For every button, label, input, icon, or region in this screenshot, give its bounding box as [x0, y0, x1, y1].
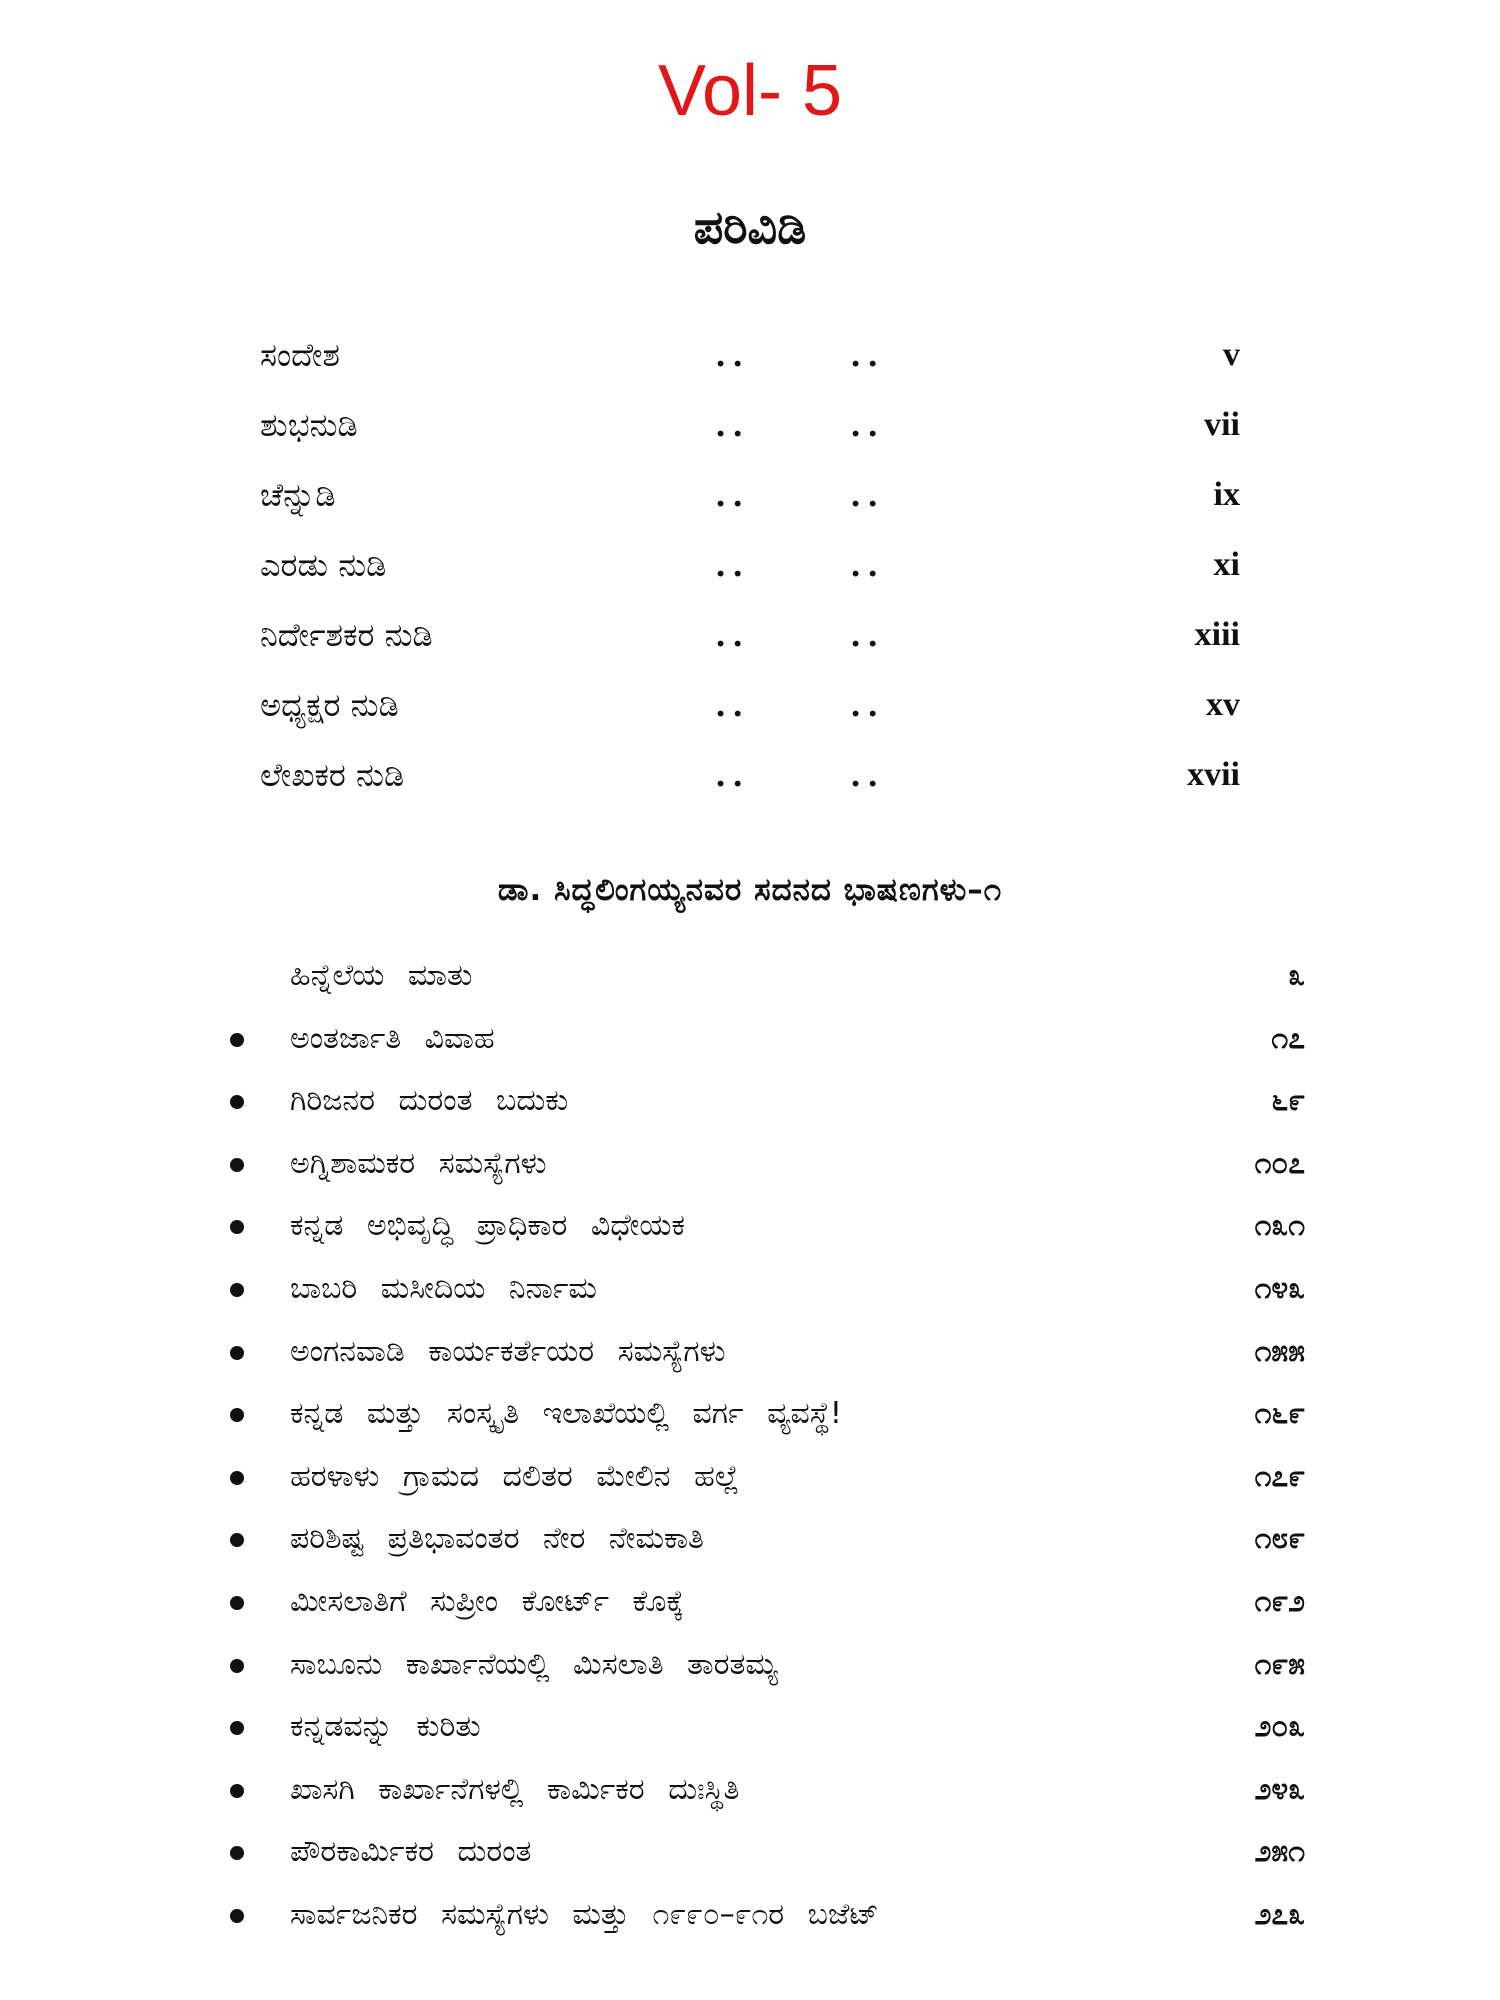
chapter-page-number: ೨೭೩: [1254, 1896, 1305, 1932]
leader-dots: ..: [715, 756, 750, 794]
front-matter-page: xv: [1206, 686, 1240, 723]
chapter-row: [225, 1008, 1305, 1071]
leader-dots: ..: [850, 756, 885, 794]
section-heading: ಡಾ. ಸಿದ್ಧಲಿಂಗಯ್ಯನವರ ಸದನದ ಭಾಷಣಗಳು–೧: [497, 872, 1003, 908]
chapter-title: ಗಿರಿಜನರ ದುರಂತ ಬದುಕು: [290, 1083, 569, 1119]
chapter-page-number: ೩: [1288, 958, 1305, 993]
chapter-row: [225, 1821, 1305, 1884]
chapter-row: [225, 1321, 1305, 1384]
front-matter-label: ಶುಭನುಡಿ: [260, 406, 358, 444]
front-matter-page: vii: [1204, 406, 1240, 443]
chapter-page-number: ೧೭೯: [1254, 1458, 1305, 1494]
bullet-icon: [230, 1471, 244, 1485]
chapter-row: [225, 1634, 1305, 1697]
leader-dots: ..: [715, 616, 750, 654]
chapter-row: [225, 1195, 1305, 1258]
front-matter-row: [260, 530, 1260, 600]
front-matter-page: xvii: [1187, 756, 1240, 793]
bullet-icon: [230, 1721, 244, 1735]
front-matter-page: v: [1223, 336, 1240, 373]
page-title: ಪರಿವಿಡಿ: [693, 200, 807, 254]
leader-dots: ..: [715, 406, 750, 444]
chapter-row: [225, 1446, 1305, 1509]
bullet-icon: [230, 1659, 244, 1673]
bullet-icon: [230, 1283, 244, 1297]
chapter-page-number: ೨೪೩: [1254, 1771, 1305, 1807]
chapter-title: ಕನ್ನಡ ಅಭಿವೃದ್ಧಿ ಪ್ರಾಧಿಕಾರ ವಿಧೇಯಕ: [290, 1208, 686, 1244]
bullet-icon: [230, 1346, 244, 1360]
chapter-page-number: ೧೭: [1271, 1020, 1305, 1056]
front-matter-label: ಅಧ್ಯಕ್ಷರ ನುಡಿ: [260, 686, 399, 724]
bullet-icon: [230, 1158, 244, 1172]
chapter-page-number: ೨೦೩: [1254, 1709, 1305, 1745]
chapter-title: ಪರಿಶಿಷ್ಟ ಪ್ರತಿಭಾವಂತರ ನೇರ ನೇಮಕಾತಿ: [290, 1521, 704, 1557]
front-matter-row: [260, 460, 1260, 530]
chapter-row: [225, 1133, 1305, 1196]
bullet-icon: [230, 1846, 244, 1860]
chapter-list: [225, 945, 1305, 1947]
chapter-title: ಮೀಸಲಾತಿಗೆ ಸುಪ್ರೀಂ ಕೋರ್ಟ್ ಕೊಕ್ಕೆ: [290, 1583, 684, 1619]
front-matter-page: xi: [1213, 546, 1240, 583]
leader-dots: ..: [850, 546, 885, 584]
chapter-row: [225, 945, 1305, 1008]
bullet-icon: [230, 1596, 244, 1610]
chapter-title: ಅಗ್ನಿಶಾಮಕರ ಸಮಸ್ಯೆಗಳು: [290, 1145, 547, 1181]
front-matter-label: ಸಂದೇಶ: [260, 336, 340, 374]
leader-dots: ..: [715, 686, 750, 724]
front-matter-label: ಎರಡು ನುಡಿ: [260, 546, 387, 584]
volume-label: Vol- 5: [657, 51, 843, 131]
front-matter-row: [260, 390, 1260, 460]
bullet-icon: [230, 1784, 244, 1798]
chapter-page-number: ೧೦೭: [1254, 1145, 1305, 1181]
chapter-title: ಸಾಬೂನು ಕಾರ್ಖಾನೆಯಲ್ಲಿ ಮಿಸಲಾತಿ ತಾರತಮ್ಯ: [290, 1646, 779, 1682]
chapter-row: [225, 1070, 1305, 1133]
front-matter-row: [260, 320, 1260, 390]
front-matter-row: [260, 740, 1260, 810]
chapter-page-number: ೧೬೯: [1254, 1396, 1305, 1432]
chapter-row: [225, 1571, 1305, 1634]
chapter-page-number: ೧೪೩: [1254, 1270, 1305, 1306]
bullet-icon: [230, 1408, 244, 1422]
front-matter-page: xiii: [1194, 616, 1240, 653]
chapter-page-number: ೧೫೫: [1254, 1333, 1305, 1369]
chapter-row: [225, 1884, 1305, 1947]
front-matter-list: [260, 320, 1260, 810]
bullet-icon: [230, 1033, 244, 1047]
chapter-title: ಕನ್ನಡ ಮತ್ತು ಸಂಸ್ಕೃತಿ ಇಲಾಖೆಯಲ್ಲಿ ವರ್ಗ ವ್ಯವಸ್ಥೆ!: [290, 1396, 842, 1432]
leader-dots: ..: [850, 336, 885, 374]
front-matter-row: [260, 670, 1260, 740]
chapter-title: ಸಾರ್ವಜನಿಕರ ಸಮಸ್ಯೆಗಳು ಮತ್ತು ೧೯೯೦–೯೧ರ ಬಜೆಟ್: [290, 1896, 879, 1932]
chapter-title: ಖಾಸಗಿ ಕಾರ್ಖಾನೆಗಳಲ್ಲಿ ಕಾರ್ಮಿಕರ ದುಃಸ್ಥಿತಿ: [290, 1771, 740, 1807]
bullet-icon: [230, 1220, 244, 1234]
chapter-page-number: ೧೩೧: [1254, 1208, 1305, 1244]
chapter-page-number: ೧೮೯: [1254, 1521, 1305, 1557]
chapter-page-number: ೨೫೧: [1254, 1834, 1305, 1870]
front-matter-label: ಚೆನ್ನುಡಿ: [260, 476, 336, 514]
front-matter-label: ನಿರ್ದೇಶಕರ ನುಡಿ: [260, 616, 433, 654]
chapter-title: ಹಿನ್ನೆಲೆಯ ಮಾತು: [290, 958, 473, 993]
bullet-icon: [230, 1533, 244, 1547]
leader-dots: ..: [850, 406, 885, 444]
leader-dots: ..: [715, 336, 750, 374]
front-matter-row: [260, 600, 1260, 670]
chapter-title: ಅಂಗನವಾಡಿ ಕಾರ್ಯಕರ್ತೆಯರ ಸಮಸ್ಯೆಗಳು: [290, 1333, 726, 1369]
bullet-icon: [230, 1909, 244, 1923]
chapter-page-number: ೧೯೨: [1254, 1583, 1305, 1619]
chapter-row: [225, 1258, 1305, 1321]
chapter-title: ಅಂತರ್ಜಾತಿ ವಿವಾಹ: [290, 1020, 495, 1056]
chapter-row: [225, 1696, 1305, 1759]
front-matter-page: ix: [1213, 476, 1240, 513]
chapter-title: ಕನ್ನಡವನ್ನು ಕುರಿತು: [290, 1709, 481, 1745]
chapter-row: [225, 1759, 1305, 1822]
chapter-row: [225, 1508, 1305, 1571]
chapter-page-number: ೬೯: [1271, 1083, 1305, 1119]
leader-dots: ..: [850, 686, 885, 724]
leader-dots: ..: [850, 616, 885, 654]
bullet-icon: [230, 1095, 244, 1109]
leader-dots: ..: [715, 476, 750, 514]
leader-dots: ..: [850, 476, 885, 514]
leader-dots: ..: [715, 546, 750, 584]
chapter-title: ಬಾಬರಿ ಮಸೀದಿಯ ನಿರ್ನಾಮ: [290, 1270, 597, 1306]
chapter-title: ಪೌರಕಾರ್ಮಿಕರ ದುರಂತ: [290, 1834, 532, 1870]
front-matter-label: ಲೇಖಕರ ನುಡಿ: [260, 756, 405, 794]
chapter-title: ಹರಳಾಳು ಗ್ರಾಮದ ದಲಿತರ ಮೇಲಿನ ಹಲ್ಲೆ: [290, 1458, 739, 1494]
chapter-page-number: ೧೯೫: [1254, 1646, 1305, 1682]
chapter-row: [225, 1383, 1305, 1446]
